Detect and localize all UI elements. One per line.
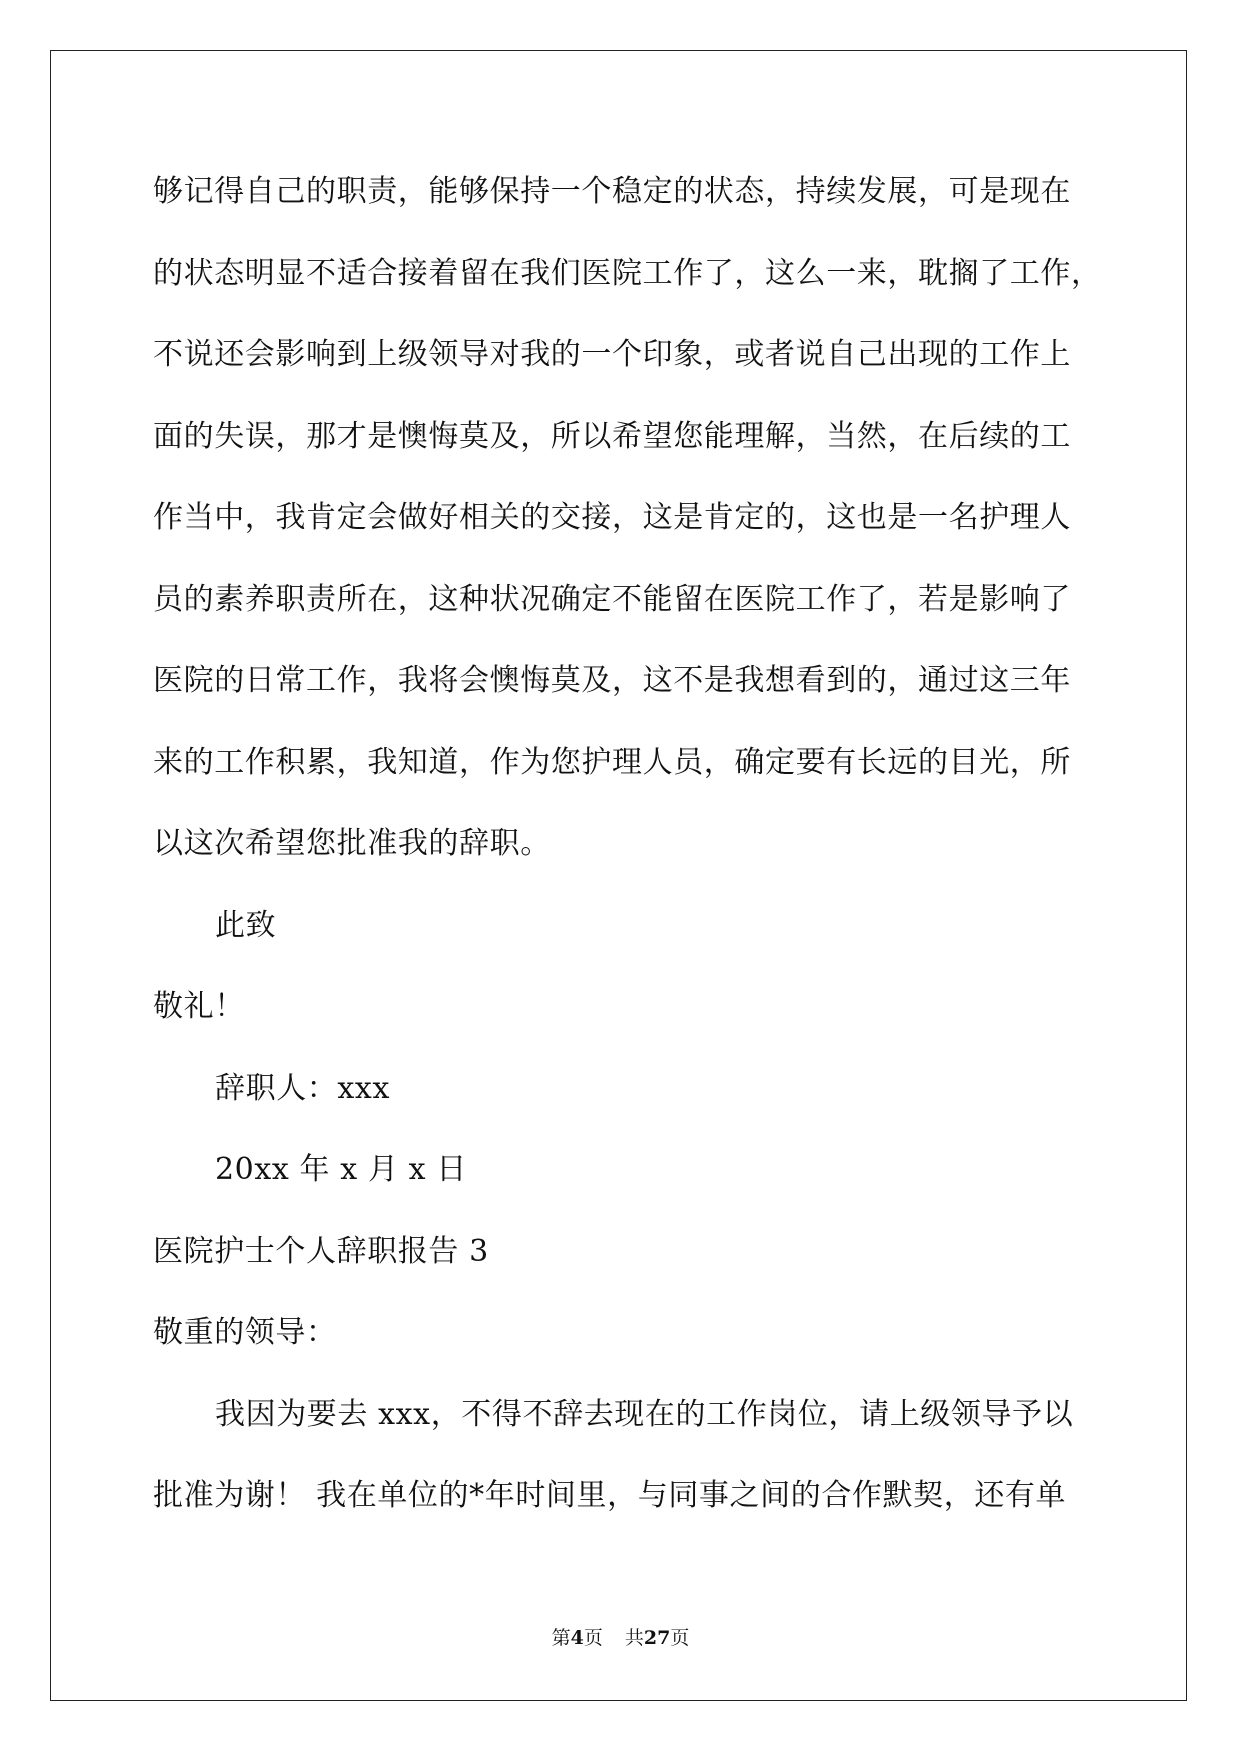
signature-name: 辞职人：xxx	[215, 1070, 390, 1106]
text-line: 医院的日常工作，我将会懊悔莫及，这不是我想看到的，通过这三年	[153, 663, 1071, 698]
total-prefix: 共	[624, 1627, 644, 1649]
section-heading: 医院护士个人辞职报告 3	[153, 1233, 489, 1269]
closing-salutation: 此致	[215, 907, 277, 943]
text-line: 以这次希望您批准我的辞职。	[153, 826, 551, 861]
text-line: 员的素养职责所在，这种状况确定不能留在医院工作了，若是影响了	[153, 581, 1071, 617]
page-suffix: 页	[583, 1627, 603, 1649]
document-body	[153, 151, 1113, 1537]
closing-regards: 敬礼！	[153, 989, 245, 1024]
text-line: 面的失误，那才是懊悔莫及，所以希望您能理解，当然，在后续的工	[153, 418, 1071, 454]
letter-greeting: 敬重的领导：	[153, 1315, 337, 1350]
text-line: 来的工作积累，我知道，作为您护理人员，确定要有长远的目光，所	[153, 744, 1071, 780]
text-line: 够记得自己的职责，能够保持一个稳定的状态，持续发展，可是现在	[153, 174, 1071, 209]
signature-date: 20xx 年 x 月 x 日	[215, 1152, 467, 1187]
page-footer	[0, 1624, 1241, 1652]
total-pages: 27	[643, 1627, 671, 1649]
text-line: 不说还会影响到上级领导对我的一个印象，或者说自己出现的工作上	[153, 337, 1071, 372]
page-number: 4	[570, 1627, 584, 1649]
text-line: 的状态明显不适合接着留在我们医院工作了，这么一来，耽搁了工作，	[153, 255, 1102, 291]
text-line: 批准为谢！ 我在单位的*年时间里，与同事之间的合作默契，还有单	[153, 1478, 1067, 1513]
text-line: 我因为要去 xxx，不得不辞去现在的工作岗位，请上级领导予以	[215, 1396, 1074, 1432]
page-prefix: 第	[551, 1627, 571, 1649]
total-suffix: 页	[670, 1627, 690, 1649]
text-line: 作当中，我肯定会做好相关的交接，这是肯定的，这也是一名护理人	[153, 500, 1071, 535]
